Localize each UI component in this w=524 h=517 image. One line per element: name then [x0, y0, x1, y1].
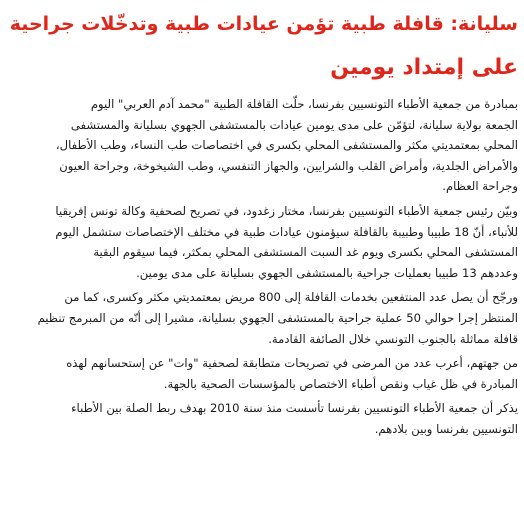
text-line: المبادرة في ظل غياب ونقص أطباء الاختصاص بالمؤسسات الصحية بالجهة. — [163, 376, 518, 391]
headline-line: سليانة: قافلة طبية تؤمن عيادات طبية وتدخّلات جراحية — [9, 13, 518, 35]
paragraph — [6, 287, 518, 349]
article-body — [6, 94, 518, 440]
paragraph — [6, 398, 518, 439]
text-line: والأمراض الجلدية، وأمراض القلب والشرايين، والجهاز التنفسي، وطب الشيخوخة، وجراحة العيون — [59, 158, 518, 173]
paragraph — [6, 201, 518, 283]
text-line: المحلي بمعتمديتي مكثر والمستشفى المحلي بكسرى في اختصاصات طب النساء، وطب الأطفال، — [55, 138, 518, 153]
text-line: الجمعة بولاية سليانة، لتؤمّن على مدى يومين عيادات بالمستشفى الجهوي بسليانة والمستشفى — [70, 117, 518, 132]
text-line: التونسيين بفرنسا وبين بلادهم. — [374, 421, 518, 436]
text-line: يذكر أن جمعية الأطباء التونسيين بفرنسا تأسست منذ سنة 2010 بهدف ربط الصلة بين الأطباء — [71, 401, 518, 416]
text-line: المنتظر إجرا حوالي 50 عملية جراحية بالمستشفى الجهوي بسليانة، مشيرا إلى أنّه من المبرمج تنظيم — [37, 310, 518, 325]
text-line: من جهتهم، أعرب عدد من المرضى في تصريحات متطابقة لصحفية "وات" عن إستحسانهم لهذه — [66, 356, 518, 371]
text-line: المستشفى المحلي بكسرى ويوم غد السبت المستشفى المحلي بمكثر، فيما سيقوم البقية — [93, 245, 518, 260]
article-headline — [6, 2, 518, 90]
text-line: قافلة مماثلة بالجنوب التونسي خلال الصائفة القادمة. — [268, 331, 518, 346]
text-line: وجراحة العظام. — [442, 179, 518, 194]
paragraph — [6, 353, 518, 394]
text-line: ورجّح أن يصل عدد المنتفعين بخدمات القافلة إلى 800 مريض بمعتمديتي مكثر وكسرى، كما من — [64, 290, 518, 305]
text-line: بمبادرة من جمعية الأطباء التونسيين بفرنسا، حلّت القافلة الطبية "محمد آدم العربي" اليوم — [90, 97, 518, 111]
text-line: وبيّن رئيس جمعية الأطباء التونسيين بفرنسا، مختار زغدود، في تصريح لصحفية وكالة تونس إفريقيا — [55, 203, 518, 218]
paragraph — [6, 94, 518, 197]
text-line: وعددهم 13 طبيبا بعمليات جراحية بالمستشفى الجهوي بسليانة على مدى يومين. — [136, 265, 518, 280]
text-line: للأنباء، أنّ 18 طبيبا وطبيبة بالقافلة سيؤمنون عيادات طبية في مختلف الإختصاصات ستشمل اليوم — [55, 224, 518, 239]
headline-line: على إمتداد يومين — [330, 55, 518, 80]
